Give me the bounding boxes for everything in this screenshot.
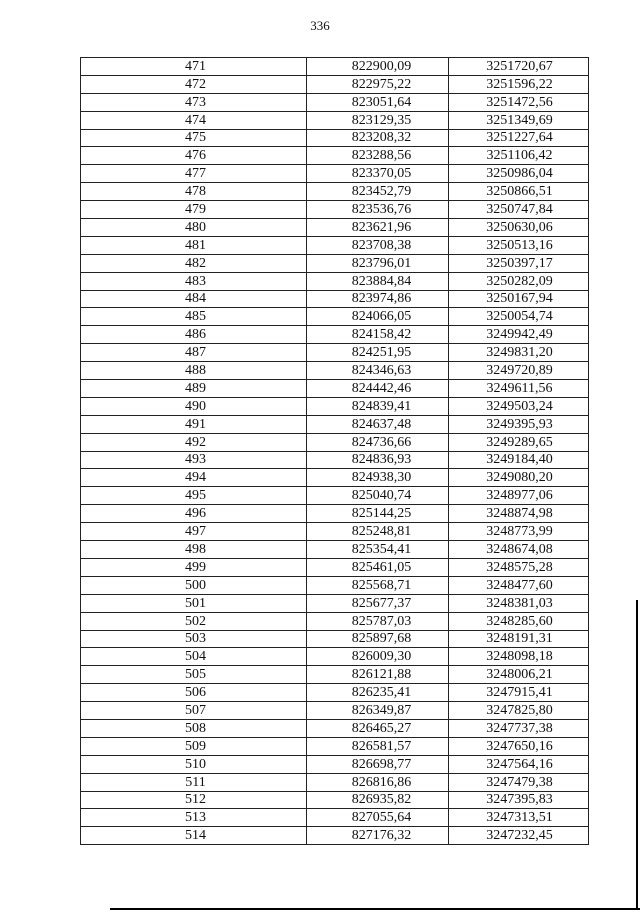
y-coordinate-cell: 3249611,56 [449,380,589,398]
point-number-cell: 487 [81,344,307,362]
table-row [81,666,589,684]
y-coordinate-cell: 3250282,09 [449,272,589,290]
x-coordinate-cell: 823288,56 [307,147,449,165]
x-coordinate-cell: 825248,81 [307,523,449,541]
table-row [81,612,589,630]
y-coordinate-cell: 3249289,65 [449,433,589,451]
y-coordinate-cell: 3247564,16 [449,755,589,773]
y-coordinate-cell: 3251472,56 [449,93,589,111]
table-row [81,362,589,380]
table-row [81,505,589,523]
table-row [81,576,589,594]
table-row [81,93,589,111]
point-number-cell: 510 [81,755,307,773]
point-number-cell: 508 [81,719,307,737]
x-coordinate-cell: 826465,27 [307,719,449,737]
point-number-cell: 480 [81,219,307,237]
table-row [81,380,589,398]
x-coordinate-cell: 826235,41 [307,684,449,702]
y-coordinate-cell: 3247915,41 [449,684,589,702]
table-row [81,415,589,433]
x-coordinate-cell: 824066,05 [307,308,449,326]
x-coordinate-cell: 824158,42 [307,326,449,344]
table-row [81,165,589,183]
table-row [81,236,589,254]
x-coordinate-cell: 823621,96 [307,219,449,237]
page-number: 336 [310,18,330,33]
point-number-cell: 509 [81,737,307,755]
table-row [81,111,589,129]
table-row [81,147,589,165]
x-coordinate-cell: 824346,63 [307,362,449,380]
table-row [81,737,589,755]
x-coordinate-cell: 826698,77 [307,755,449,773]
point-number-cell: 483 [81,272,307,290]
x-coordinate-cell: 825461,05 [307,558,449,576]
point-number-cell: 472 [81,75,307,93]
x-coordinate-cell: 824736,66 [307,433,449,451]
table-row [81,75,589,93]
y-coordinate-cell: 3248773,99 [449,523,589,541]
y-coordinate-cell: 3250513,16 [449,236,589,254]
table-row [81,755,589,773]
y-coordinate-cell: 3248874,98 [449,505,589,523]
table-row [81,219,589,237]
y-coordinate-cell: 3247479,38 [449,773,589,791]
table-row [81,469,589,487]
table-row [81,272,589,290]
point-number-cell: 476 [81,147,307,165]
x-coordinate-cell: 823884,84 [307,272,449,290]
x-coordinate-cell: 824637,48 [307,415,449,433]
x-coordinate-cell: 824836,93 [307,451,449,469]
y-coordinate-cell: 3250986,04 [449,165,589,183]
x-coordinate-cell: 826816,86 [307,773,449,791]
y-coordinate-cell: 3249831,20 [449,344,589,362]
table-row [81,326,589,344]
y-coordinate-cell: 3247737,38 [449,719,589,737]
table-row [81,684,589,702]
coordinates-table-body [81,58,589,845]
x-coordinate-cell: 824839,41 [307,397,449,415]
point-number-cell: 497 [81,523,307,541]
table-row [81,558,589,576]
y-coordinate-cell: 3249080,20 [449,469,589,487]
point-number-cell: 499 [81,558,307,576]
table-row [81,541,589,559]
point-number-cell: 482 [81,254,307,272]
y-coordinate-cell: 3248191,31 [449,630,589,648]
point-number-cell: 513 [81,809,307,827]
point-number-cell: 495 [81,487,307,505]
x-coordinate-cell: 825144,25 [307,505,449,523]
table-row [81,397,589,415]
x-coordinate-cell: 823708,38 [307,236,449,254]
point-number-cell: 478 [81,183,307,201]
point-number-cell: 511 [81,773,307,791]
table-row [81,487,589,505]
x-coordinate-cell: 823370,05 [307,165,449,183]
y-coordinate-cell: 3249395,93 [449,415,589,433]
scan-edge-right [636,600,638,910]
table-row [81,183,589,201]
point-number-cell: 512 [81,791,307,809]
y-coordinate-cell: 3248006,21 [449,666,589,684]
x-coordinate-cell: 823051,64 [307,93,449,111]
point-number-cell: 493 [81,451,307,469]
point-number-cell: 488 [81,362,307,380]
table-row [81,827,589,845]
x-coordinate-cell: 823974,86 [307,290,449,308]
y-coordinate-cell: 3248381,03 [449,594,589,612]
x-coordinate-cell: 826121,88 [307,666,449,684]
table-row [81,290,589,308]
point-number-cell: 474 [81,111,307,129]
point-number-cell: 486 [81,326,307,344]
x-coordinate-cell: 823796,01 [307,254,449,272]
x-coordinate-cell: 827176,32 [307,827,449,845]
point-number-cell: 503 [81,630,307,648]
table-row [81,719,589,737]
table-row [81,594,589,612]
point-number-cell: 502 [81,612,307,630]
point-number-cell: 500 [81,576,307,594]
x-coordinate-cell: 823129,35 [307,111,449,129]
y-coordinate-cell: 3250054,74 [449,308,589,326]
y-coordinate-cell: 3250167,94 [449,290,589,308]
x-coordinate-cell: 825568,71 [307,576,449,594]
point-number-cell: 481 [81,236,307,254]
point-number-cell: 496 [81,505,307,523]
x-coordinate-cell: 822900,09 [307,58,449,76]
point-number-cell: 506 [81,684,307,702]
y-coordinate-cell: 3251349,69 [449,111,589,129]
y-coordinate-cell: 3250397,17 [449,254,589,272]
y-coordinate-cell: 3250866,51 [449,183,589,201]
x-coordinate-cell: 826935,82 [307,791,449,809]
point-number-cell: 485 [81,308,307,326]
table-row [81,773,589,791]
y-coordinate-cell: 3247232,45 [449,827,589,845]
y-coordinate-cell: 3250630,06 [449,219,589,237]
point-number-cell: 514 [81,827,307,845]
point-number-cell: 477 [81,165,307,183]
point-number-cell: 471 [81,58,307,76]
table-row [81,129,589,147]
y-coordinate-cell: 3249720,89 [449,362,589,380]
y-coordinate-cell: 3248477,60 [449,576,589,594]
table-row [81,791,589,809]
y-coordinate-cell: 3249184,40 [449,451,589,469]
x-coordinate-cell: 824938,30 [307,469,449,487]
table-row [81,344,589,362]
x-coordinate-cell: 825354,41 [307,541,449,559]
point-number-cell: 505 [81,666,307,684]
x-coordinate-cell: 824251,95 [307,344,449,362]
y-coordinate-cell: 3251227,64 [449,129,589,147]
y-coordinate-cell: 3251106,42 [449,147,589,165]
y-coordinate-cell: 3251596,22 [449,75,589,93]
x-coordinate-cell: 823208,32 [307,129,449,147]
y-coordinate-cell: 3247825,80 [449,702,589,720]
table-row [81,308,589,326]
point-number-cell: 479 [81,201,307,219]
table-row [81,702,589,720]
x-coordinate-cell: 826581,57 [307,737,449,755]
point-number-cell: 507 [81,702,307,720]
point-number-cell: 494 [81,469,307,487]
scan-edge-bottom [110,908,640,910]
x-coordinate-cell: 826009,30 [307,648,449,666]
x-coordinate-cell: 823452,79 [307,183,449,201]
point-number-cell: 484 [81,290,307,308]
table-row [81,451,589,469]
point-number-cell: 492 [81,433,307,451]
y-coordinate-cell: 3248674,08 [449,541,589,559]
point-number-cell: 490 [81,397,307,415]
point-number-cell: 498 [81,541,307,559]
coordinates-table [80,57,589,845]
x-coordinate-cell: 825897,68 [307,630,449,648]
table-row [81,523,589,541]
y-coordinate-cell: 3249942,49 [449,326,589,344]
x-coordinate-cell: 826349,87 [307,702,449,720]
table-row [81,433,589,451]
y-coordinate-cell: 3250747,84 [449,201,589,219]
x-coordinate-cell: 823536,76 [307,201,449,219]
table-row [81,201,589,219]
point-number-cell: 501 [81,594,307,612]
x-coordinate-cell: 827055,64 [307,809,449,827]
table-row [81,254,589,272]
point-number-cell: 491 [81,415,307,433]
point-number-cell: 475 [81,129,307,147]
y-coordinate-cell: 3247313,51 [449,809,589,827]
x-coordinate-cell: 825787,03 [307,612,449,630]
point-number-cell: 504 [81,648,307,666]
y-coordinate-cell: 3248285,60 [449,612,589,630]
table-row [81,809,589,827]
x-coordinate-cell: 822975,22 [307,75,449,93]
y-coordinate-cell: 3248098,18 [449,648,589,666]
y-coordinate-cell: 3248575,28 [449,558,589,576]
y-coordinate-cell: 3247650,16 [449,737,589,755]
point-number-cell: 489 [81,380,307,398]
x-coordinate-cell: 825677,37 [307,594,449,612]
table-row [81,58,589,76]
x-coordinate-cell: 824442,46 [307,380,449,398]
table-row [81,630,589,648]
y-coordinate-cell: 3249503,24 [449,397,589,415]
x-coordinate-cell: 825040,74 [307,487,449,505]
table-row [81,648,589,666]
y-coordinate-cell: 3251720,67 [449,58,589,76]
y-coordinate-cell: 3247395,83 [449,791,589,809]
point-number-cell: 473 [81,93,307,111]
y-coordinate-cell: 3248977,06 [449,487,589,505]
